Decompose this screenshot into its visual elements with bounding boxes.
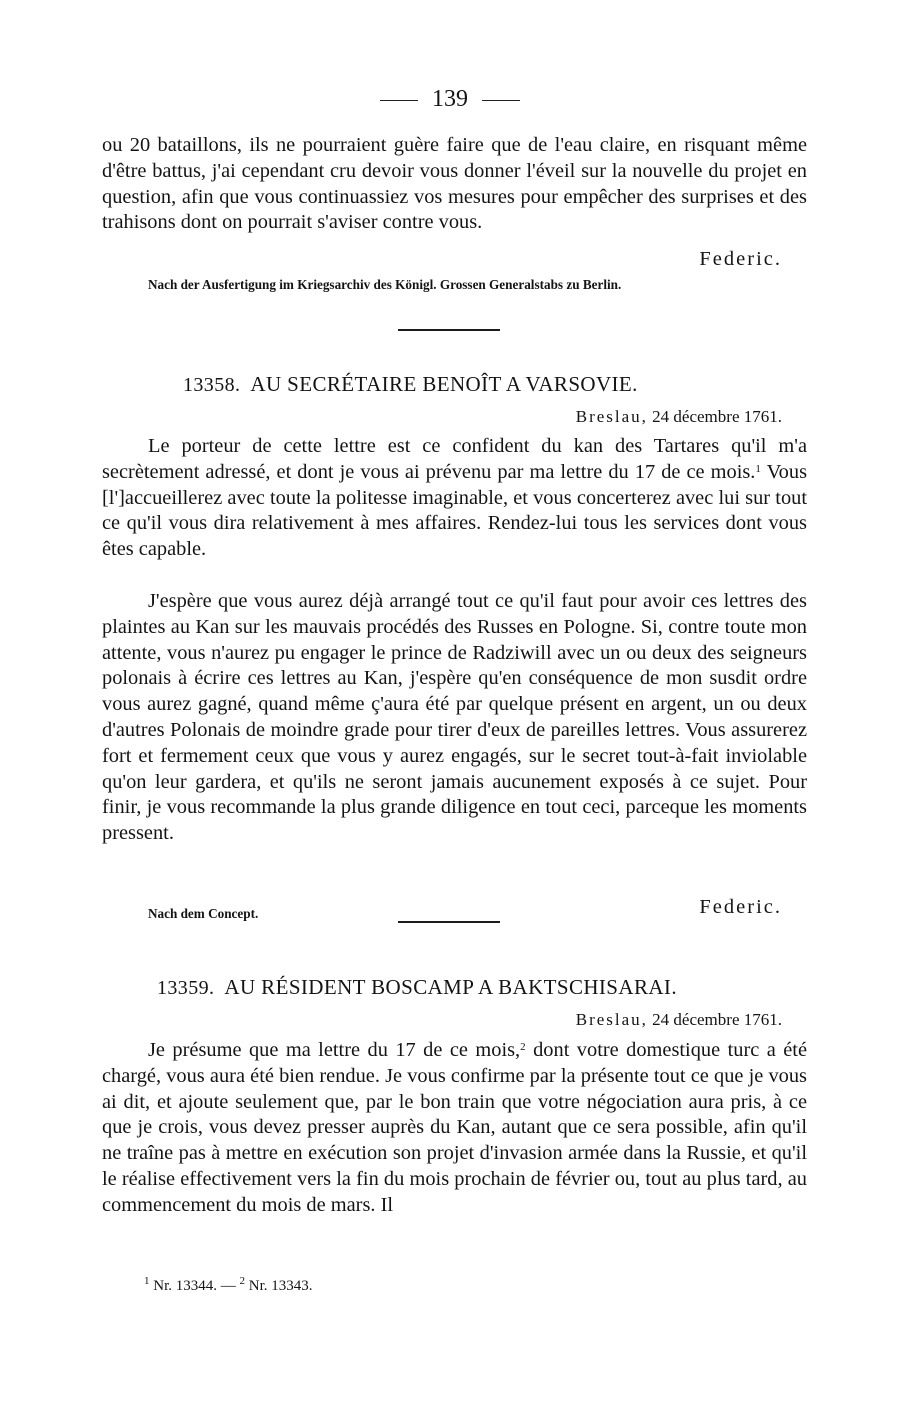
signature-continued: Federic. <box>699 248 782 270</box>
letter-paragraph <box>102 1038 807 1219</box>
section-rule <box>398 921 500 923</box>
dateline-date: 24 décembre 1761. <box>652 1010 782 1029</box>
page-header <box>0 86 900 113</box>
letter-paragraph <box>102 434 807 563</box>
paragraph-text: Vous [l']accueillerez avec toute la politesse imaginable, et vous concerterez avec lui sur tout ce qu'il vous dira relativement à mes affaires. Rendez-lui tous les services dont vous êtes capable. <box>102 460 807 561</box>
paragraph-text: dont votre domestique turc a été chargé, vous aura été bien rendue. Je vous confirme par la présente tout ce que je vous ai dit, et ajoute seulement que, par le bon train que votre négociation aura pris, à ce que je crois, vous devez presser auprès du Kan, autant que ce sera possible, afin qu'il ne traîne pas à mettre en exécution son projet d'invasion armée dans la Russie, et qu'il le réalise effectivement vers la fin du mois prochain de février ou, tout au plus tard, au commencement du mois de mars. Il <box>102 1039 807 1216</box>
continued-paragraph: ou 20 bataillons, ils ne pourraient guère faire que de l'eau claire, en risquant même d'être battus, j'ai cependant cru devoir vous donner l'éveil sur la nouvelle du projet en question, afin que vous continuassiez vos mesures pour empêcher des surprises et des trahisons dont on pourrait s'aviser contre vous. <box>102 134 807 234</box>
paragraph-text: Le porteur de cette lettre est ce confident du kan des Tartares qu'il m'a secrètement adressé, et dont je vous ai prévenu par ma lettre du 17 de ce mois. <box>102 435 807 483</box>
header-dash-right <box>482 100 520 102</box>
letter-heading <box>157 975 677 1000</box>
page-number: 139 <box>432 86 468 112</box>
letter-heading <box>183 372 638 397</box>
letter-number: 13358. <box>183 374 241 396</box>
source-note-continued: Nach der Ausfertigung im Kriegsarchiv des Königl. Grossen Generalstabs zu Berlin. <box>148 277 622 292</box>
letter-dateline <box>576 1010 782 1030</box>
header-dash-left <box>380 100 418 102</box>
source-note: Nach dem Concept. <box>148 906 259 921</box>
dateline-place: Breslau, <box>575 1010 648 1029</box>
footnote-mark: 2 <box>239 1275 245 1287</box>
paragraph-text: Je présume que ma lettre du 17 de ce mois, <box>148 1039 521 1061</box>
footnote-text: Nr. 13343. <box>248 1278 313 1294</box>
footnotes <box>144 1275 313 1295</box>
letter-title: AU SECRÉTAIRE BENOÎT A VARSOVIE. <box>250 372 638 396</box>
letter-paragraph: J'espère que vous aurez déjà arrangé tout ce qu'il faut pour avoir ces lettres des plaintes au Kan sur les mauvais procédés des Russes en Pologne. Si, contre toute mon attente, vous n'aurez pu engager le prince de Radziwill avec un ou deux des seigneurs polonais à écrire ces lettres au Kan, j'espère qu'en conséquence de mon susdit ordre vous aurez gagné, quand même ç'aura été par quelque présent en argent, un ou deux d'autres Polonais de moindre grade pour tirer d'eux de pareilles lettres. Vous assurerez fort et fermement ceux que vous y aurez engagés, sur le secret tout-à-fait inviolable qu'on leur gardera, et qu'ils ne seront jamais aucunement exposés à ce sujet. Pour finir, je vous recommande la plus grande diligence en tout ceci, parceque les moments pressent. <box>102 590 807 845</box>
letter-number: 13359. <box>157 977 215 999</box>
dateline-place: Breslau, <box>575 407 648 426</box>
letter-title: AU RÉSIDENT BOSCAMP A BAKTSCHISARAI. <box>224 975 677 999</box>
footnote-reference: 2 <box>520 1041 526 1053</box>
section-rule <box>398 329 500 331</box>
footnote-mark: 1 <box>144 1275 150 1287</box>
footnote-reference: 1 <box>755 462 761 475</box>
letter-dateline <box>576 407 782 427</box>
signature: Federic. <box>699 896 782 918</box>
dateline-date: 24 décembre 1761. <box>652 407 782 426</box>
footnote-text: Nr. 13344. — <box>153 1278 236 1294</box>
